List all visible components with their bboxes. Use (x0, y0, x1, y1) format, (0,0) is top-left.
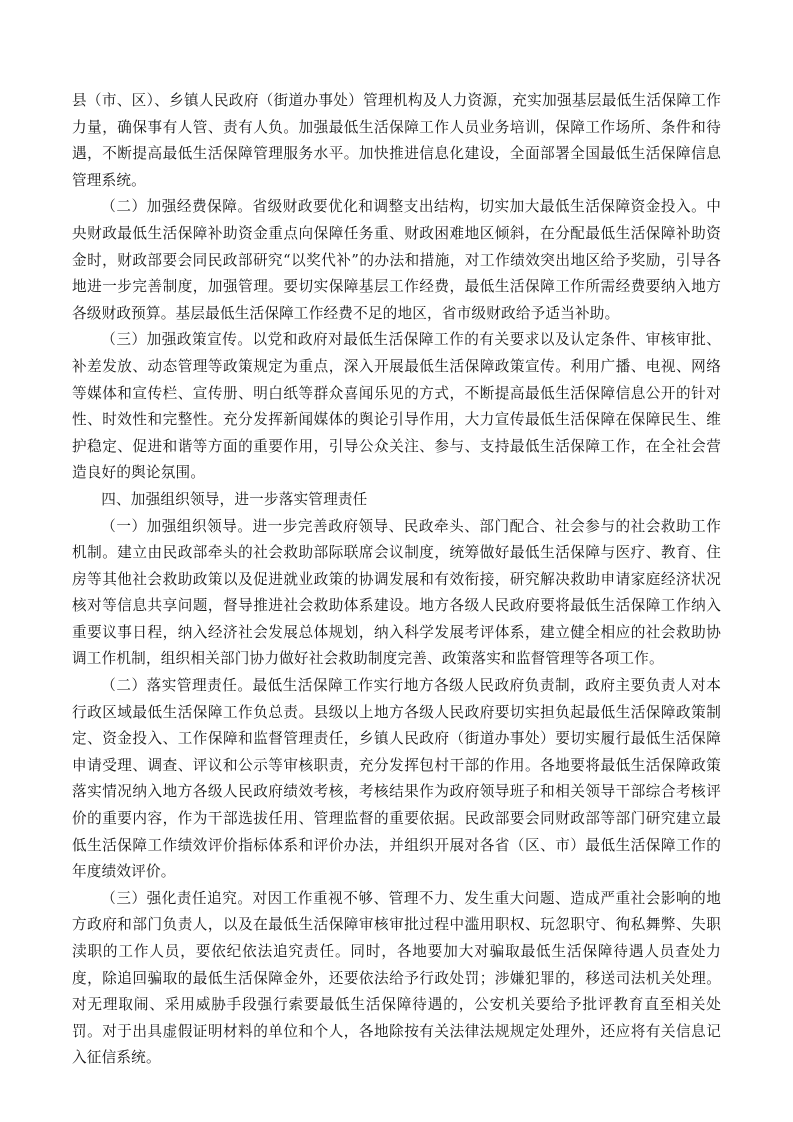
section-heading-four: 四、加强组织领导，进一步落实管理责任 (101, 490, 368, 508)
paragraph-responsibility: （二）落实管理责任。最低生活保障工作实行地方各级人民政府负责制，政府主要负责人对本行政区域最低生活保障工作负总责。县级以上地方各级人民政府要切实担负起最低生活保障政策制定、资金投入、工作保障和监督管理责任，乡镇人民政府（街道办事处）要切实履行最低生活保障申请受理、调查、评议和公示等审核职责，充分发挥包村干部的作用。各地要将最低生活保障政策落实情况纳入地方各级人民政府绩效考核，考核结果作为政府领导班子和相关领导干部综合考核评价的重要内容，作为干部选拔任用、管理监督的重要依据。民政部要会同财政部等部门研究建立最低生活保障工作绩效评价指标体系和评价办法，并组织开展对各省（区、市）最低生活保障工作的年度绩效评价。 (72, 677, 721, 881)
document-body (72, 88, 721, 1072)
paragraph-accountability: （三）强化责任追究。对因工作重视不够、管理不力、发生重大问题、造成严重社会影响的地方政府和部门负责人，以及在最低生活保障审核审批过程中滥用职权、玩忽职守、徇私舞弊、失职渎职的工作人员，要依纪依法追究责任。同时，各地要加大对骗取最低生活保障待遇人员查处力度，除追回骗取的最低生活保障金外，还要依法给予行政处罚；涉嫌犯罪的，移送司法机关处理。对无理取闹、采用威胁手段强行索要最低生活保障待遇的，公安机关要给予批评教育直至相关处罚。对于出具虚假证明材料的单位和个人，各地除按有关法律法规规定处理外，还应将有关信息记入征信系统。 (72, 889, 721, 1067)
paragraph-funding: （二）加强经费保障。省级财政要优化和调整支出结构，切实加大最低生活保障资金投入。中央财政最低生活保障补助资金重点向保障任务重、财政困难地区倾斜，在分配最低生活保障补助资金时，财政部要会同民政部研究“以奖代补”的办法和措施，对工作绩效突出地区给予奖励，引导各地进一步完善制度，加强管理。要切实保障基层工作经费，最低生活保障工作所需经费要纳入地方各级财政预算。基层最低生活保障工作经费不足的地区，省市级财政给予适当补助。 (72, 198, 721, 322)
paragraph-organization: （一）加强组织领导。进一步完善政府领导、民政牵头、部门配合、社会参与的社会救助工作机制。建立由民政部牵头的社会救助部际联席会议制度，统筹做好最低生活保障与医疗、教育、住房等其他社会救助政策以及促进就业政策的协调发展和有效衔接，研究解决救助申请家庭经济状况核对等信息共享问题，督导推进社会救助体系建设。地方各级人民政府要将最低生活保障工作纳入重要议事日程，纳入经济社会发展总体规划，纳入科学发展考评体系，建立健全相应的社会救助协调工作机制，组织相关部门协力做好社会救助制度完善、政策落实和监督管理等各项工作。 (72, 517, 721, 668)
paragraph-publicity: （三）加强政策宣传。以党和政府对最低生活保障工作的有关要求以及认定条件、审核审批、补差发放、动态管理等政策规定为重点，深入开展最低生活保障政策宣传。利用广播、电视、网络等媒体和宣传栏、宣传册、明白纸等群众喜闻乐见的方式，不断提高最低生活保障信息公开的针对性、时效性和完整性。充分发挥新闻媒体的舆论引导作用，大力宣传最低生活保障在保障民生、维护稳定、促进和谐等方面的重要作用，引导公众关注、参与、支持最低生活保障工作，在全社会营造良好的舆论氛围。 (72, 331, 721, 482)
paragraph-continued: 县（市、区）、乡镇人民政府（街道办事处）管理机构及人力资源，充实加强基层最低生活保障工作力量，确保事有人管、责有人负。加强最低生活保障工作人员业务培训，保障工作场所、条件和待遇，不断提高最低生活保障管理服务水平。加快推进信息化建设，全面部署全国最低生活保障信息管理系统。 (72, 92, 721, 189)
